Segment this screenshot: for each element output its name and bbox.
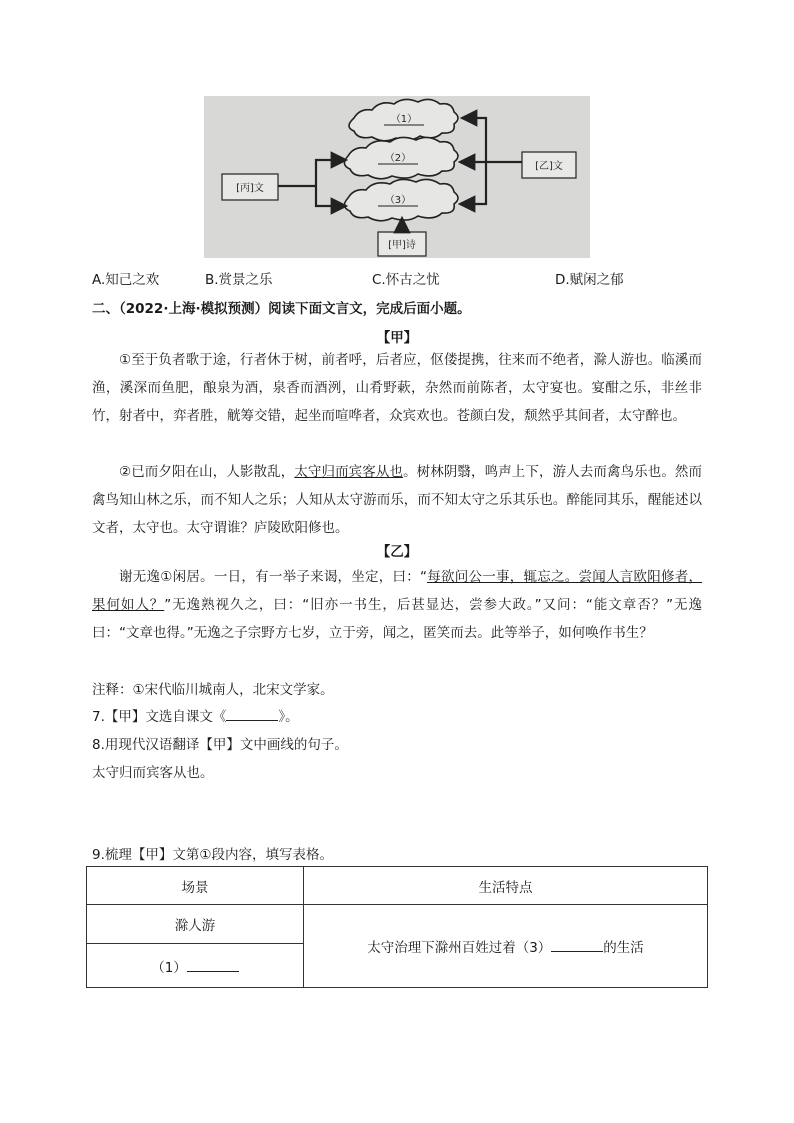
question-9: 9.梳理【甲】文第①段内容，填写表格。 bbox=[92, 847, 333, 863]
choice-b: B.赏景之乐 bbox=[205, 272, 273, 288]
box-yi-label: [乙]文 bbox=[535, 161, 563, 172]
box-bing-label: [丙]文 bbox=[236, 183, 264, 194]
cloud-3-label: （3） bbox=[384, 195, 412, 206]
jia-paragraph-2 bbox=[92, 458, 702, 542]
cloud-1-label: （1） bbox=[390, 114, 418, 125]
jia-paragraph-1: ①至于负者歌于途，行者休于树，前者呼，后者应，伛偻提携，往来而不绝者，滁人游也。临溪而渔，溪深而鱼肥，酿泉为酒，泉香而酒洌，山肴野蔌，杂然而前陈者，太守宴也。宴酣之乐，非丝非竹，射者中，弈者胜，觥筹交错，起坐而喧哗者，众宾欢也。苍颜白发，颓然乎其间者，太守醉也。 bbox=[92, 352, 702, 424]
yi-paragraph bbox=[92, 563, 702, 647]
q9-table bbox=[86, 866, 708, 988]
jia-underlined-sentence: 太守归而宾客从也 bbox=[294, 464, 404, 480]
yi-text-b: ”无逸熟视久之，曰：“旧亦一书生，后甚显达，尝参大政。”又问：“能文章否？”无逸曰：“文章也得。”无逸之子宗野方七岁，立于旁，闻之，匿笑而去。此等举子，如何唤作书生？ bbox=[92, 597, 703, 641]
question-8: 8.用现代汉语翻译【甲】文中画线的句子。 bbox=[92, 737, 348, 753]
yi-text-a: 谢无逸①闲居。一日，有一举子来谒，坐定，曰：“ bbox=[119, 569, 428, 585]
yi-note: 注释：①宋代临川城南人，北宋文学家。 bbox=[92, 682, 334, 698]
q7-text-after: 》。 bbox=[278, 709, 299, 725]
q7-text-before: 7.【甲】文选自课文《 bbox=[92, 709, 227, 725]
table-header-scene: 场景 bbox=[87, 867, 304, 905]
box-jia-label: [甲]诗 bbox=[388, 240, 416, 251]
diagram-svg bbox=[204, 96, 590, 258]
jia-p2-text-b: 。树林阴翳，鸣声上下，游人去而禽鸟乐也。然而禽鸟知山林之乐，而不知人之乐；人知从太守游而乐，而不知太守之乐其乐也。醉能同其乐，醒能述以文者，太守也。太守谓谁？庐陵欧阳修也。 bbox=[92, 464, 703, 536]
table-header-feature: 生活特点 bbox=[304, 867, 708, 905]
yi-title: 【乙】 bbox=[376, 544, 418, 560]
cloud-2-label: （2） bbox=[384, 153, 412, 164]
section-heading: 二、（2022·上海·模拟预测）阅读下面文言文，完成后面小题。 bbox=[92, 301, 471, 317]
jia-p2-text-a: ②已而夕阳在山，人影散乱， bbox=[119, 464, 295, 480]
q7-answer-blank[interactable] bbox=[226, 706, 278, 721]
question-7 bbox=[92, 705, 299, 725]
q9-blank-3[interactable] bbox=[551, 937, 603, 952]
diagram-photo bbox=[204, 96, 590, 258]
choice-a: A.知己之欢 bbox=[92, 272, 160, 288]
jia-title: 【甲】 bbox=[376, 330, 418, 346]
choice-d: D.赋闲之郁 bbox=[555, 272, 624, 288]
row2-prefix: （1） bbox=[151, 959, 187, 976]
choice-c: C.怀古之忧 bbox=[372, 272, 440, 288]
q9-blank-1[interactable] bbox=[187, 957, 239, 972]
table-merged-cell bbox=[304, 905, 708, 988]
table-cell-row2 bbox=[87, 944, 304, 988]
merged-text-after: 的生活 bbox=[603, 940, 644, 956]
merged-text-before: 太守治理下滁州百姓过着（3） bbox=[367, 940, 552, 956]
table-cell-row1: 滁人游 bbox=[87, 905, 304, 944]
yi-underlined-sentence: 每欲问公一事，辄忘之。尝闻人言欧阳修者，果何如人？ bbox=[92, 569, 702, 613]
q8-sentence: 太守归而宾客从也。 bbox=[92, 765, 214, 781]
